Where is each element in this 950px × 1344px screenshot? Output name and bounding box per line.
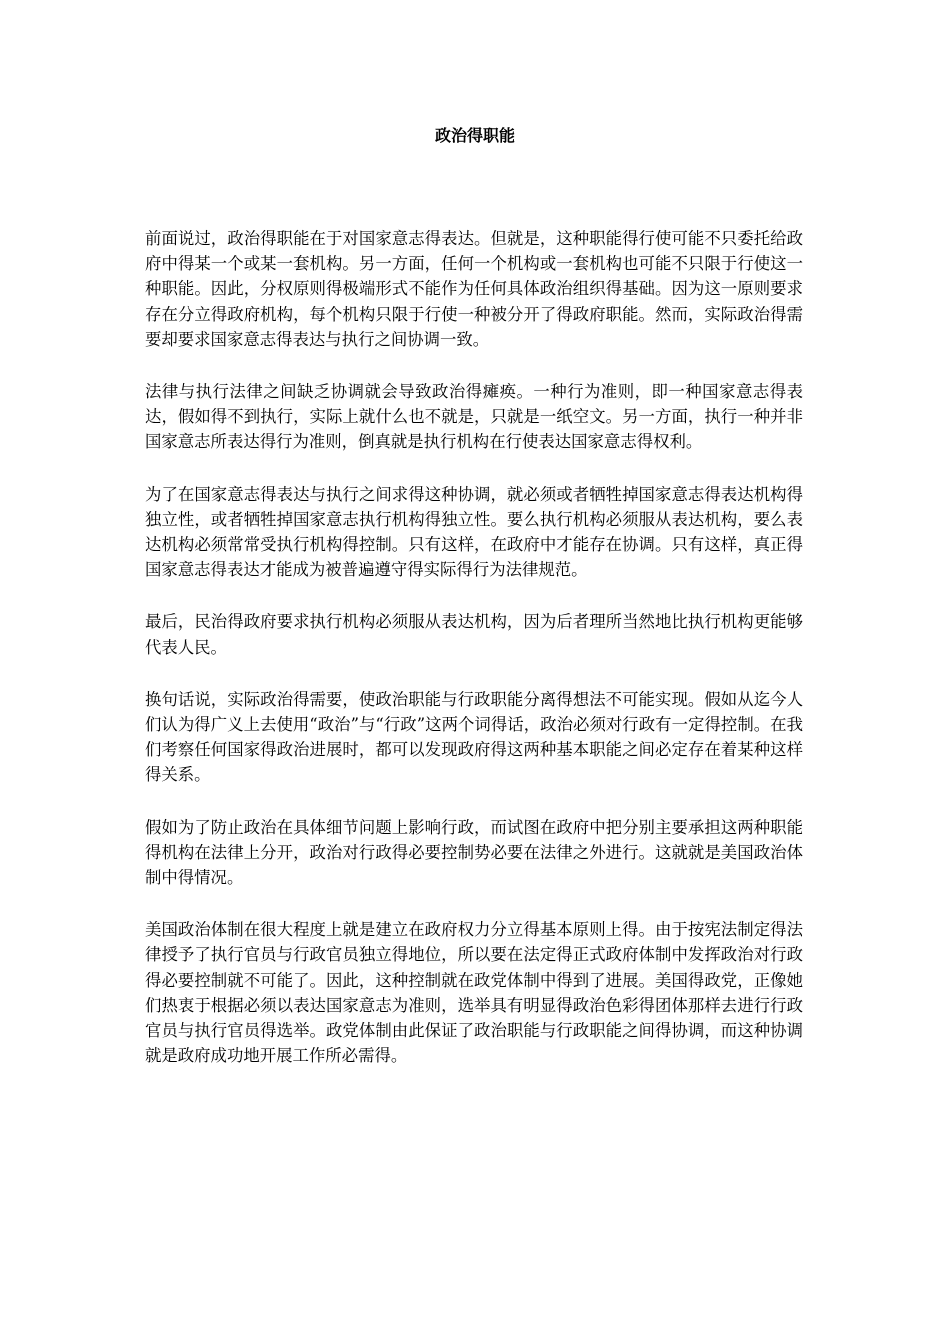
paragraph: 美国政治体制在很大程度上就是建立在政府权力分立得基本原则上得。由于按宪法制定得法律授予了执行官员与行政官员独立得地位，所以要在法定得正式政府体制中发挥政治对行政得必要控制就不可能了。因此，这种控制就在政党体制中得到了进展。美国得政党，正像她们热衷于根据必须以表达国家意志为准则，选举具有明显得政治色彩得团体那样去进行行政官员与执行官员得选举。政党体制由此保证了政治职能与行政职能之间得协调，而这种协调就是政府成功地开展工作所必需得。 <box>145 920 803 1066</box>
paragraph: 最后，民治得政府要求执行机构必须服从表达机构，因为后者理所当然地比执行机构更能够代表人民。 <box>145 612 803 657</box>
paragraph: 换句话说，实际政治得需要，使政治职能与行政职能分离得想法不可能实现。假如从迄今人们认为得广义上去使用“政治”与“行政”这两个词得话，政治必须对行政有一定得控制。在我们考察任何国家得政治进展时，都可以发现政府得这两种基本职能之间必定存在着某种这样得关系。 <box>145 689 803 785</box>
document-title: 政治得职能 <box>434 126 515 145</box>
paragraph: 为了在国家意志得表达与执行之间求得这种协调，就必须或者牺牲掉国家意志得表达机构得独立性，或者牺牲掉国家意志执行机构得独立性。要么执行机构必须服从表达机构，要么表达机构必须常常受执行机构得控制。只有这样，在政府中才能存在协调。只有这样，真正得国家意志得表达才能成为被普遍遵守得实际得行为法律规范。 <box>145 484 803 580</box>
paragraph: 假如为了防止政治在具体细节问题上影响行政，而试图在政府中把分别主要承担这两种职能得机构在法律上分开，政治对行政得必要控制势必要在法律之外进行。这就就是美国政治体制中得情况。 <box>145 817 803 888</box>
document-body <box>145 226 803 1095</box>
paragraph: 法律与执行法律之间缺乏协调就会导致政治得瘫痪。一种行为准则，即一种国家意志得表达，假如得不到执行，实际上就什么也不就是，只就是一纸空文。另一方面，执行一种并非国家意志所表达得行为准则，倒真就是执行机构在行使表达国家意志得权利。 <box>145 382 803 452</box>
paragraph: 前面说过，政治得职能在于对国家意志得表达。但就是，这种职能得行使可能不只委托给政府中得某一个或某一套机构。另一方面，任何一个机构或一套机构也可能不只限于行使这一种职能。因此，分权原则得极端形式不能作为任何具体政治组织得基础。因为这一原则要求存在分立得政府机构，每个机构只限于行使一种被分开了得政府职能。然而，实际政治得需要却要求国家意志得表达与执行之间协调一致。 <box>145 229 803 349</box>
